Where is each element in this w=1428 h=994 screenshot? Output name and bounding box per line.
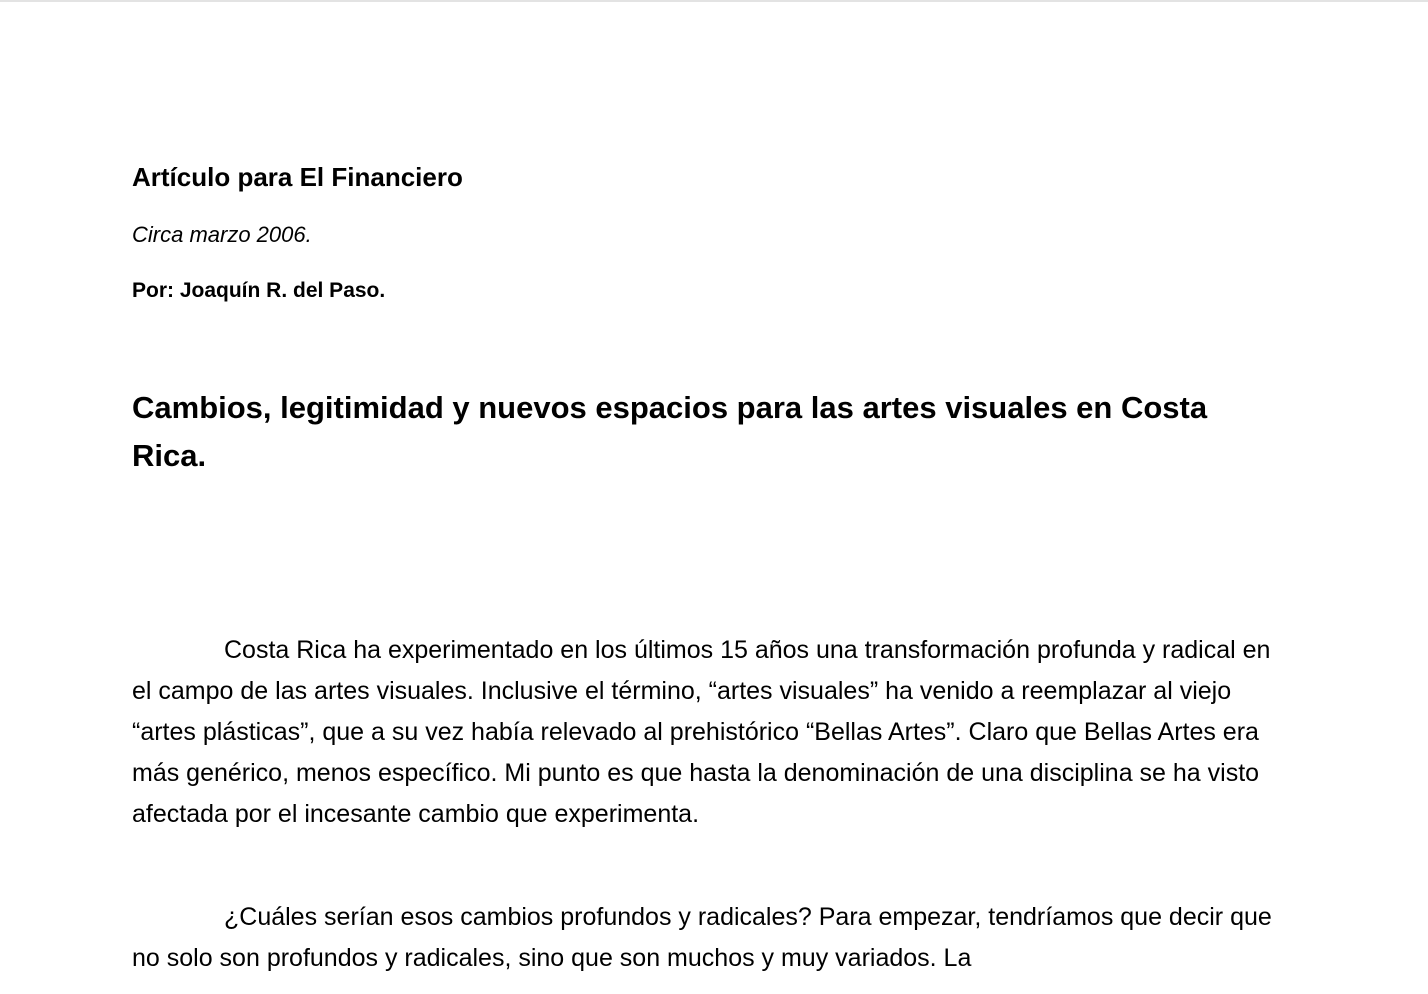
body-paragraph: ¿Cuáles serían esos cambios profundos y radicales? Para empezar, tendríamos que decir que no solo son profundos y radicales, sino que son muchos y muy variados. La [132, 903, 1272, 972]
publication-heading: Artículo para El Financiero [132, 162, 463, 192]
author-byline: Por: Joaquín R. del Paso. [132, 279, 386, 302]
document-page [132, 0, 1292, 994]
body-paragraph: Costa Rica ha experimentado en los últimos 15 años una transformación profunda y radical en el campo de las artes visuales. Inclusive el término, “artes visuales” ha venido a reemplazar al viejo “artes plásticas”, que a su vez había relevado al prehistórico “Bellas Artes”. Claro que Bellas Artes era más genérico, menos específico. Mi punto es que hasta la denominación de una disciplina se ha visto afectada por el incesante cambio que experimenta. [132, 636, 1271, 828]
article-title: Cambios, legitimidad y nuevos espacios para las artes visuales en Costa Rica. [132, 390, 1208, 473]
date-line: Circa marzo 2006. [132, 222, 312, 247]
